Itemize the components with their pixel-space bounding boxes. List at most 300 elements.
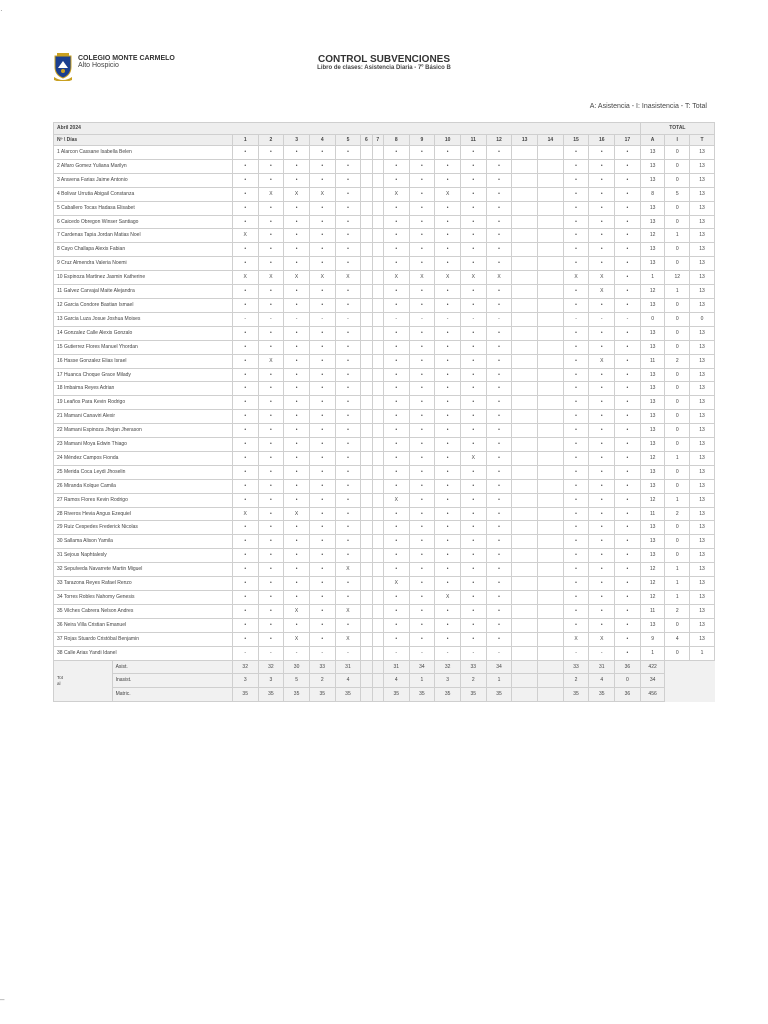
attendance-mark: •: [309, 591, 335, 605]
attendance-mark: X: [563, 632, 589, 646]
attendance-mark: [361, 493, 372, 507]
totals-value: [512, 688, 538, 702]
attendance-mark: [538, 285, 564, 299]
school-place: Alto Hospicio: [78, 62, 119, 69]
attendance-mark: X: [589, 632, 615, 646]
attendance-mark: •: [335, 479, 361, 493]
totals-value: 4: [589, 674, 615, 688]
attendance-mark: •: [409, 577, 435, 591]
totals-value: 35: [460, 688, 486, 702]
count-total: 13: [690, 187, 715, 201]
attendance-mark: •: [258, 340, 284, 354]
attendance-mark: [372, 271, 383, 285]
attendance-mark: X: [383, 577, 409, 591]
totals-value: 2: [309, 674, 335, 688]
attendance-mark: [538, 159, 564, 173]
attendance-mark: •: [486, 354, 512, 368]
day-header: 14: [538, 134, 564, 146]
attendance-mark: •: [486, 493, 512, 507]
attendance-mark: •: [383, 549, 409, 563]
attendance-mark: •: [232, 159, 258, 173]
student-name: 13 Garcia Luza Josue Joshua Moises: [54, 312, 233, 326]
attendance-mark: •: [615, 632, 641, 646]
attendance-mark: [361, 382, 372, 396]
attendance-mark: •: [309, 493, 335, 507]
attendance-mark: •: [383, 507, 409, 521]
attendance-mark: •: [309, 549, 335, 563]
count-absent: 0: [665, 159, 690, 173]
attendance-mark: [361, 632, 372, 646]
attendance-mark: [512, 632, 538, 646]
totals-value: 33: [309, 660, 335, 674]
totals-empty-cell: [665, 660, 715, 674]
attendance-mark: [361, 451, 372, 465]
student-name: 19 Leaños Para Kevin Rodrigo: [54, 396, 233, 410]
attendance-mark: •: [563, 438, 589, 452]
attendance-mark: [538, 632, 564, 646]
attendance-mark: •: [284, 201, 310, 215]
attendance-mark: •: [589, 465, 615, 479]
attendance-mark: •: [435, 257, 461, 271]
attendance-mark: •: [615, 521, 641, 535]
attendance-mark: •: [563, 451, 589, 465]
attendance-mark: •: [563, 577, 589, 591]
attendance-mark: •: [615, 451, 641, 465]
attendance-mark: •: [409, 618, 435, 632]
attendance-mark: •: [335, 549, 361, 563]
attendance-mark: •: [563, 326, 589, 340]
totals-value: 35: [284, 688, 310, 702]
attendance-mark: •: [409, 604, 435, 618]
student-name: 24 Méndez Campos Fionda: [54, 451, 233, 465]
attendance-mark: •: [284, 549, 310, 563]
attendance-mark: •: [615, 465, 641, 479]
count-absent: 0: [665, 465, 690, 479]
attendance-mark: •: [335, 326, 361, 340]
totals-row: [54, 688, 715, 702]
attendance-mark: •: [486, 465, 512, 479]
attendance-mark: •: [563, 146, 589, 160]
attendance-mark: •: [309, 285, 335, 299]
attendance-mark: •: [460, 243, 486, 257]
attendance-mark: -: [589, 646, 615, 660]
table-row: [54, 146, 715, 160]
attendance-mark: [538, 507, 564, 521]
student-name: 38 Calle Arias Yandi Idanel: [54, 646, 233, 660]
attendance-mark: •: [615, 410, 641, 424]
attendance-mark: •: [435, 215, 461, 229]
totals-value: 30: [284, 660, 310, 674]
attendance-mark: [372, 187, 383, 201]
count-total: 13: [690, 271, 715, 285]
attendance-mark: •: [383, 479, 409, 493]
count-absent: 0: [665, 479, 690, 493]
attendance-mark: •: [615, 201, 641, 215]
attendance-mark: •: [409, 382, 435, 396]
attendance-mark: •: [258, 285, 284, 299]
attendance-mark: [512, 187, 538, 201]
attendance-mark: •: [409, 354, 435, 368]
attendance-mark: •: [589, 493, 615, 507]
totals-value: 35: [383, 688, 409, 702]
attendance-mark: •: [232, 438, 258, 452]
attendance-mark: •: [258, 229, 284, 243]
attendance-mark: X: [563, 271, 589, 285]
attendance-mark: [361, 438, 372, 452]
count-attended: 13: [640, 410, 665, 424]
count-total: 0: [690, 312, 715, 326]
attendance-mark: [372, 410, 383, 424]
attendance-mark: -: [486, 312, 512, 326]
table-row: [54, 215, 715, 229]
count-total: 13: [690, 465, 715, 479]
attendance-mark: [372, 285, 383, 299]
day-header: 15: [563, 134, 589, 146]
attendance-mark: •: [383, 159, 409, 173]
attendance-mark: •: [383, 618, 409, 632]
attendance-mark: •: [615, 368, 641, 382]
attendance-mark: •: [460, 507, 486, 521]
attendance-mark: -: [615, 312, 641, 326]
table-row: [54, 201, 715, 215]
attendance-mark: •: [435, 326, 461, 340]
attendance-mark: •: [335, 354, 361, 368]
attendance-mark: •: [409, 632, 435, 646]
attendance-mark: •: [589, 549, 615, 563]
table-row: [54, 424, 715, 438]
totals-value: 3: [435, 674, 461, 688]
attendance-mark: [372, 368, 383, 382]
attendance-mark: •: [460, 201, 486, 215]
attendance-mark: •: [460, 340, 486, 354]
totals-empty-cell: [665, 688, 715, 702]
attendance-mark: [372, 521, 383, 535]
attendance-mark: •: [460, 382, 486, 396]
attendance-mark: •: [435, 493, 461, 507]
count-absent: 1: [665, 451, 690, 465]
attendance-mark: [538, 535, 564, 549]
attendance-mark: •: [435, 563, 461, 577]
attendance-mark: •: [284, 493, 310, 507]
attendance-mark: •: [309, 438, 335, 452]
attendance-mark: •: [335, 591, 361, 605]
count-absent: 0: [665, 410, 690, 424]
totals-value: 36: [615, 660, 641, 674]
attendance-mark: •: [486, 549, 512, 563]
attendance-mark: •: [232, 285, 258, 299]
attendance-mark: •: [258, 382, 284, 396]
page-bottom-mark: –: [0, 995, 5, 1004]
attendance-mark: -: [309, 312, 335, 326]
attendance-mark: •: [486, 618, 512, 632]
attendance-mark: •: [409, 396, 435, 410]
attendance-mark: X: [309, 271, 335, 285]
count-total: 13: [690, 479, 715, 493]
table-row: [54, 326, 715, 340]
table-row: [54, 438, 715, 452]
attendance-mark: •: [232, 563, 258, 577]
attendance-mark: •: [486, 424, 512, 438]
attendance-mark: X: [383, 271, 409, 285]
attendance-mark: [512, 173, 538, 187]
attendance-mark: [361, 187, 372, 201]
attendance-mark: •: [589, 410, 615, 424]
count-attended: 13: [640, 424, 665, 438]
count-total: 13: [690, 173, 715, 187]
attendance-mark: •: [383, 368, 409, 382]
attendance-mark: •: [615, 187, 641, 201]
student-name: 1 Alarcon Cassane Isabella Belen: [54, 146, 233, 160]
count-absent: 0: [665, 340, 690, 354]
attendance-mark: •: [486, 159, 512, 173]
count-total: 13: [690, 285, 715, 299]
attendance-mark: •: [589, 507, 615, 521]
attendance-mark: •: [615, 646, 641, 660]
attendance-mark: •: [589, 340, 615, 354]
attendance-mark: •: [460, 215, 486, 229]
student-name: 37 Rojas Stuardo Cristóbal Benjamin: [54, 632, 233, 646]
attendance-mark: •: [309, 229, 335, 243]
totals-value: 5: [284, 674, 310, 688]
attendance-mark: -: [258, 646, 284, 660]
attendance-mark: -: [435, 312, 461, 326]
attendance-mark: •: [335, 438, 361, 452]
day-header: 1: [232, 134, 258, 146]
table-row: [54, 618, 715, 632]
student-name: 15 Gutierrez Flores Manuel Yhordan: [54, 340, 233, 354]
totals-value: 35: [435, 688, 461, 702]
attendance-mark: •: [409, 479, 435, 493]
attendance-mark: •: [409, 187, 435, 201]
attendance-mark: [512, 410, 538, 424]
attendance-mark: •: [615, 604, 641, 618]
attendance-mark: [538, 298, 564, 312]
attendance-mark: [512, 577, 538, 591]
totals-value: 32: [258, 660, 284, 674]
attendance-mark: •: [284, 215, 310, 229]
attendance-mark: •: [409, 257, 435, 271]
attendance-mark: •: [309, 424, 335, 438]
attendance-mark: •: [284, 438, 310, 452]
attendance-mark: •: [589, 535, 615, 549]
attendance-mark: X: [383, 187, 409, 201]
attendance-mark: [372, 451, 383, 465]
student-name: 14 Gonzalez Calle Alexis Gonzalo: [54, 326, 233, 340]
count-attended: 13: [640, 396, 665, 410]
attendance-mark: •: [284, 563, 310, 577]
count-absent: 2: [665, 604, 690, 618]
attendance-mark: [361, 173, 372, 187]
attendance-mark: •: [232, 146, 258, 160]
attendance-mark: •: [563, 479, 589, 493]
attendance-mark: •: [563, 215, 589, 229]
attendance-mark: •: [232, 451, 258, 465]
attendance-mark: -: [486, 646, 512, 660]
attendance-mark: [361, 549, 372, 563]
attendance-mark: •: [486, 479, 512, 493]
attendance-mark: [512, 646, 538, 660]
totals-value: 35: [563, 688, 589, 702]
day-header: 3: [284, 134, 310, 146]
attendance-mark: •: [486, 340, 512, 354]
sum-header: I: [665, 134, 690, 146]
attendance-mark: [538, 382, 564, 396]
attendance-mark: •: [435, 577, 461, 591]
attendance-mark: •: [486, 396, 512, 410]
attendance-mark: [512, 591, 538, 605]
attendance-mark: •: [309, 604, 335, 618]
attendance-mark: [361, 271, 372, 285]
count-total: 13: [690, 215, 715, 229]
attendance-mark: X: [284, 271, 310, 285]
attendance-mark: •: [460, 535, 486, 549]
attendance-mark: [372, 173, 383, 187]
attendance-mark: •: [435, 146, 461, 160]
totals-value: 4: [335, 674, 361, 688]
count-absent: 0: [665, 535, 690, 549]
attendance-mark: •: [615, 563, 641, 577]
attendance-mark: •: [563, 340, 589, 354]
attendance-mark: [361, 312, 372, 326]
totals-row-label: Matric.: [112, 688, 232, 702]
attendance-mark: •: [383, 298, 409, 312]
totals-value: [372, 688, 383, 702]
attendance-mark: •: [563, 493, 589, 507]
attendance-mark: •: [284, 479, 310, 493]
attendance-mark: •: [563, 257, 589, 271]
count-absent: 0: [665, 326, 690, 340]
count-attended: 12: [640, 285, 665, 299]
totals-sum: 422: [640, 660, 665, 674]
attendance-mark: •: [589, 229, 615, 243]
attendance-mark: •: [335, 451, 361, 465]
attendance-mark: •: [460, 159, 486, 173]
attendance-mark: •: [615, 507, 641, 521]
student-name: 22 Mamani Espinoza Jhojan Jherason: [54, 424, 233, 438]
table-row: [54, 173, 715, 187]
attendance-mark: •: [435, 354, 461, 368]
attendance-mark: •: [563, 354, 589, 368]
attendance-mark: •: [232, 410, 258, 424]
count-attended: 13: [640, 298, 665, 312]
attendance-mark: •: [460, 549, 486, 563]
totals-value: 2: [460, 674, 486, 688]
totals-row: [54, 660, 715, 674]
attendance-mark: •: [563, 382, 589, 396]
attendance-mark: X: [460, 271, 486, 285]
attendance-mark: [538, 465, 564, 479]
attendance-mark: [361, 521, 372, 535]
attendance-mark: [512, 229, 538, 243]
attendance-mark: •: [335, 507, 361, 521]
attendance-mark: •: [383, 563, 409, 577]
attendance-mark: •: [435, 438, 461, 452]
student-name: 9 Cruz Almendra Valeria Noemi: [54, 257, 233, 271]
attendance-mark: •: [615, 396, 641, 410]
day-header: 13: [512, 134, 538, 146]
attendance-mark: [512, 451, 538, 465]
attendance-mark: •: [309, 326, 335, 340]
table-row: [54, 535, 715, 549]
attendance-mark: X: [258, 271, 284, 285]
attendance-mark: •: [563, 159, 589, 173]
attendance-mark: [512, 201, 538, 215]
attendance-mark: [538, 618, 564, 632]
attendance-mark: •: [309, 521, 335, 535]
attendance-mark: •: [409, 201, 435, 215]
attendance-mark: [512, 563, 538, 577]
attendance-mark: [361, 535, 372, 549]
count-attended: 13: [640, 257, 665, 271]
totals-value: 35: [589, 688, 615, 702]
document-subtitle: Libro de clases: Asistencia Diaria - 7º Básico B: [317, 65, 451, 71]
count-absent: 1: [665, 285, 690, 299]
count-attended: 13: [640, 340, 665, 354]
student-name: 36 Neira Villa Cristian Emanuel: [54, 618, 233, 632]
attendance-mark: •: [258, 257, 284, 271]
attendance-mark: •: [589, 577, 615, 591]
attendance-mark: [372, 549, 383, 563]
attendance-mark: •: [435, 424, 461, 438]
attendance-mark: •: [258, 215, 284, 229]
day-header: 2: [258, 134, 284, 146]
attendance-mark: X: [309, 187, 335, 201]
attendance-mark: X: [435, 271, 461, 285]
attendance-mark: •: [435, 173, 461, 187]
table-row: [54, 646, 715, 660]
attendance-mark: •: [589, 563, 615, 577]
attendance-mark: [372, 326, 383, 340]
count-total: 13: [690, 632, 715, 646]
attendance-mark: -: [232, 312, 258, 326]
attendance-mark: •: [409, 159, 435, 173]
attendance-mark: •: [335, 535, 361, 549]
attendance-mark: •: [232, 298, 258, 312]
count-attended: 13: [640, 159, 665, 173]
attendance-mark: •: [335, 577, 361, 591]
attendance-mark: X: [284, 187, 310, 201]
count-attended: 8: [640, 187, 665, 201]
attendance-mark: •: [486, 577, 512, 591]
attendance-mark: [538, 173, 564, 187]
totals-sum: 34: [640, 674, 665, 688]
attendance-mark: -: [309, 646, 335, 660]
attendance-mark: •: [383, 326, 409, 340]
attendance-mark: [361, 146, 372, 160]
attendance-mark: [372, 493, 383, 507]
attendance-mark: •: [335, 521, 361, 535]
count-attended: 13: [640, 215, 665, 229]
count-attended: 12: [640, 577, 665, 591]
count-total: 13: [690, 535, 715, 549]
attendance-mark: •: [460, 632, 486, 646]
attendance-mark: •: [335, 285, 361, 299]
attendance-mark: •: [486, 285, 512, 299]
attendance-mark: •: [460, 438, 486, 452]
attendance-mark: •: [232, 354, 258, 368]
attendance-mark: [512, 465, 538, 479]
totals-value: 32: [435, 660, 461, 674]
count-absent: 0: [665, 312, 690, 326]
count-total: 13: [690, 340, 715, 354]
attendance-mark: •: [232, 493, 258, 507]
attendance-mark: [361, 215, 372, 229]
attendance-mark: •: [563, 201, 589, 215]
count-total: 13: [690, 229, 715, 243]
attendance-mark: •: [232, 215, 258, 229]
attendance-mark: •: [435, 285, 461, 299]
attendance-mark: [538, 451, 564, 465]
